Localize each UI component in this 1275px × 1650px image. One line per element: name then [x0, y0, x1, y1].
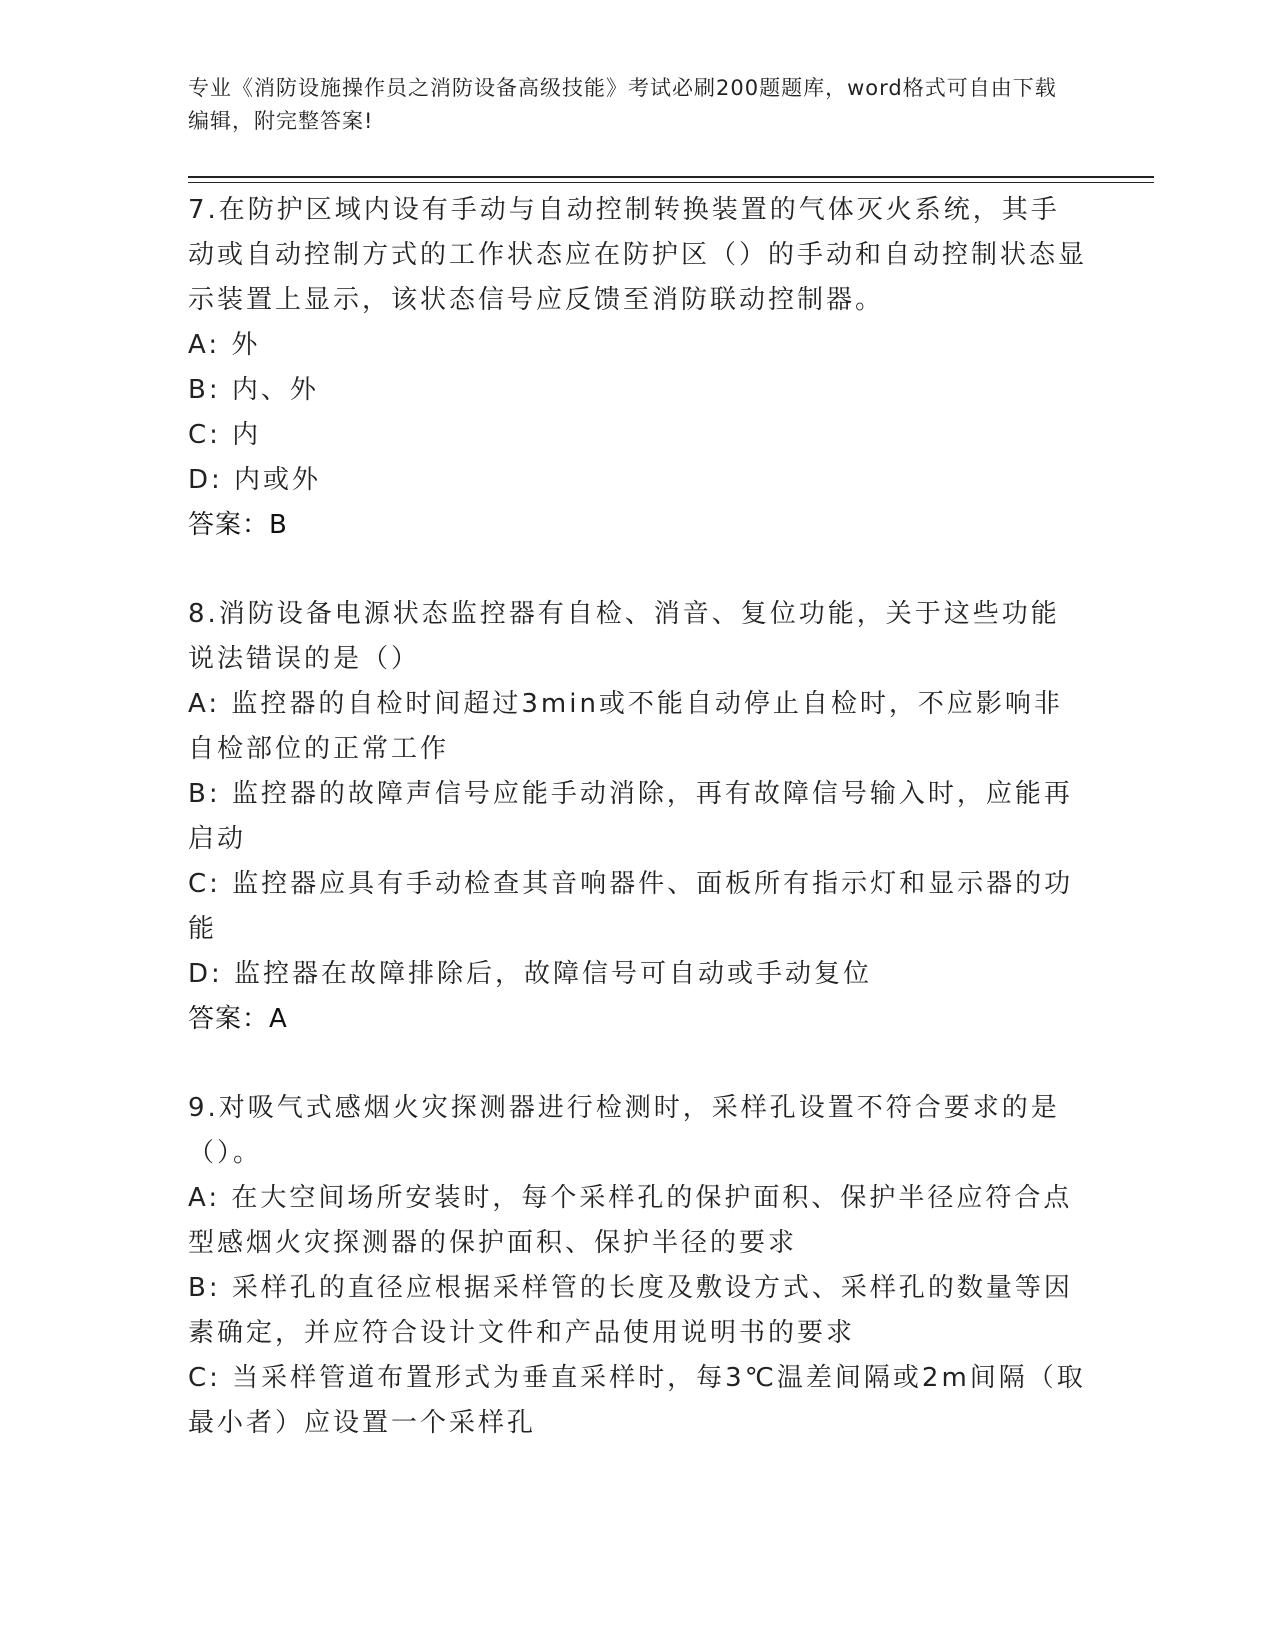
- question-text: 7.在防护区域内设有手动与自动控制转换装置的气体灭火系统，其手动或自动控制方式的工作状态应在防护区（）的手动和自动控制状态显示装置上显示，该状态信号应反馈至消防联动控制器。: [188, 195, 1088, 315]
- option-a: A: 监控器的自检时间超过3min或不能自动停止自检时，不应影响非自检部位的正常工作: [188, 689, 1063, 764]
- question-8: [188, 592, 1088, 1042]
- question-7: [188, 188, 1088, 548]
- question-list: [188, 188, 1088, 1490]
- option-d: D: 监控器在故障排除后，故障信号可自动或手动复位: [188, 959, 873, 989]
- option-d: D: 内或外: [188, 465, 322, 495]
- option-b: B: 内、外: [188, 375, 319, 405]
- question-9: [188, 1086, 1088, 1446]
- option-c: C: 当采样管道布置形式为垂直采样时，每3℃温差间隔或2m间隔（取最小者）应设置一个采样孔: [188, 1363, 1086, 1438]
- option-a: A: 在大空间场所安装时，每个采样孔的保护面积、保护半径应符合点型感烟火灾探测器的保护面积、保护半径的要求: [188, 1183, 1073, 1258]
- document-header: 专业《消防设施操作员之消防设备高级技能》考试必刷200题题库，word格式可自由下载编辑，附完整答案!: [188, 76, 1057, 133]
- question-text: 8.消防设备电源状态监控器有自检、消音、复位功能，关于这些功能说法错误的是（）: [188, 599, 1060, 674]
- answer-line: 答案：B: [188, 510, 288, 540]
- question-text: 9.对吸气式感烟火灾探测器进行检测时，采样孔设置不符合要求的是（）。: [188, 1093, 1060, 1168]
- option-c: C: 内: [188, 420, 262, 450]
- option-a: A: 外: [188, 330, 261, 360]
- answer-line: 答案：A: [188, 1004, 288, 1034]
- option-b: B: 采样孔的直径应根据采样管的长度及敷设方式、采样孔的数量等因素确定，并应符合设计文件和产品使用说明书的要求: [188, 1273, 1073, 1348]
- option-b: B: 监控器的故障声信号应能手动消除，再有故障信号输入时，应能再启动: [188, 779, 1073, 854]
- option-c: C: 监控器应具有手动检查其音响器件、面板所有指示灯和显示器的功能: [188, 869, 1074, 944]
- header-rule-thick: [188, 176, 1154, 178]
- header-rule-thin: [188, 182, 1154, 183]
